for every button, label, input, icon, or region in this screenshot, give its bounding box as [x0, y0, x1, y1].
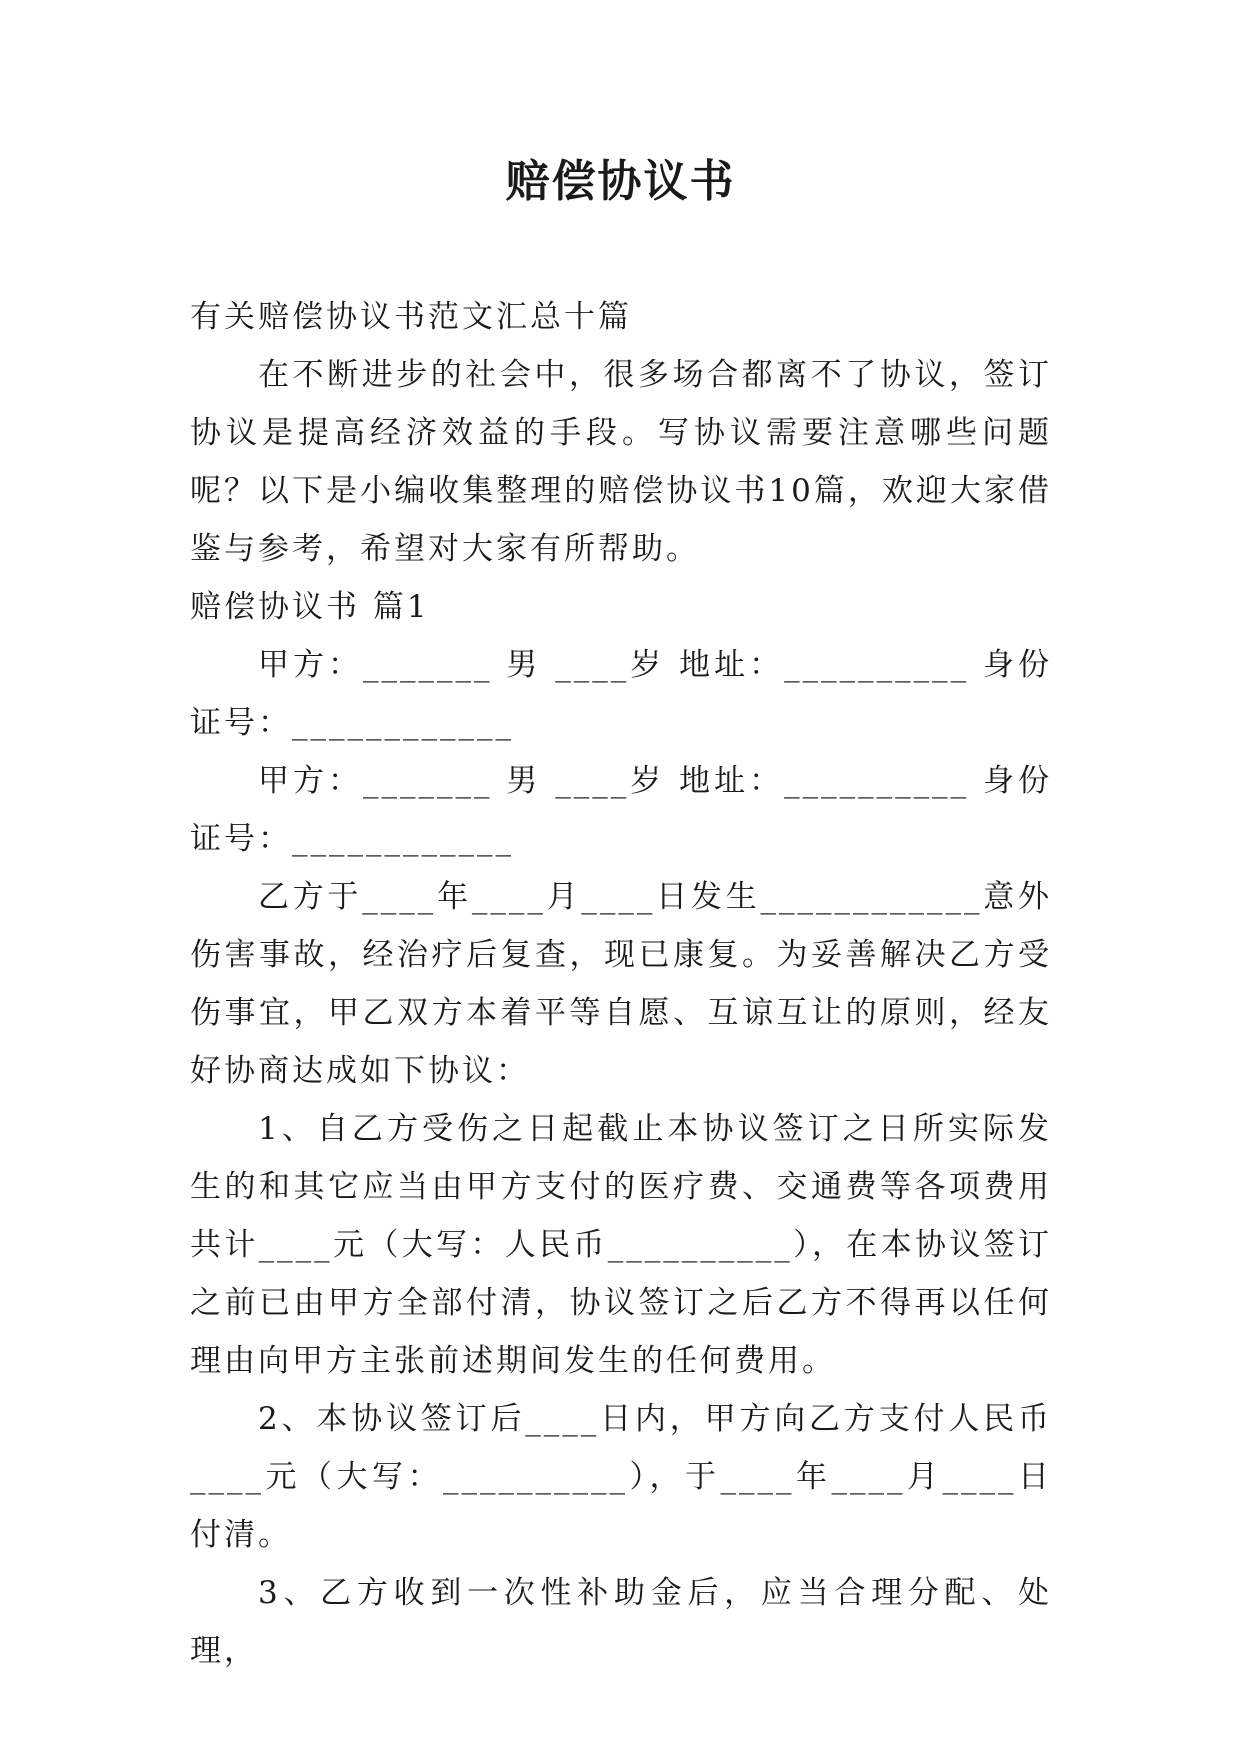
party-a-line-1: 甲方：_______ 男 ____岁 地址：__________ 身份证号：____________ [190, 647, 1052, 741]
subtitle: 有关赔偿协议书范文汇总十篇 [190, 299, 632, 335]
incident-paragraph: 乙方于____年____月____日发生____________意外伤害事故，经治疗后复查，现已康复。为妥善解决乙方受伤事宜，甲乙双方本着平等自愿、互谅互让的原则，经友好协商达成如下协议： [190, 879, 1052, 1089]
clause-3: 3、乙方收到一次性补助金后，应当合理分配、处理， [190, 1575, 1052, 1669]
document-body [190, 288, 1052, 1680]
document-title: 赔偿协议书 [505, 156, 736, 207]
section-heading: 赔偿协议书 篇1 [190, 589, 430, 625]
clause-2: 2、本协议签订后____日内，甲方向乙方支付人民币____元（大写：__________），于____年____月____日付清。 [190, 1401, 1052, 1553]
party-a-line-2: 甲方：_______ 男 ____岁 地址：__________ 身份证号：____________ [190, 763, 1052, 857]
clause-1: 1、自乙方受伤之日起截止本协议签订之日所实际发生的和其它应当由甲方支付的医疗费、交通费等各项费用共计____元（大写：人民币__________），在本协议签订之前已由甲方全部付清，协议签订之后乙方不得再以任何理由向甲方主张前述期间发生的任何费用。 [190, 1111, 1052, 1379]
intro-paragraph: 在不断进步的社会中，很多场合都离不了协议，签订协议是提高经济效益的手段。写协议需要注意哪些问题呢？以下是小编收集整理的赔偿协议书10篇，欢迎大家借鉴与参考，希望对大家有所帮助。 [190, 357, 1052, 567]
